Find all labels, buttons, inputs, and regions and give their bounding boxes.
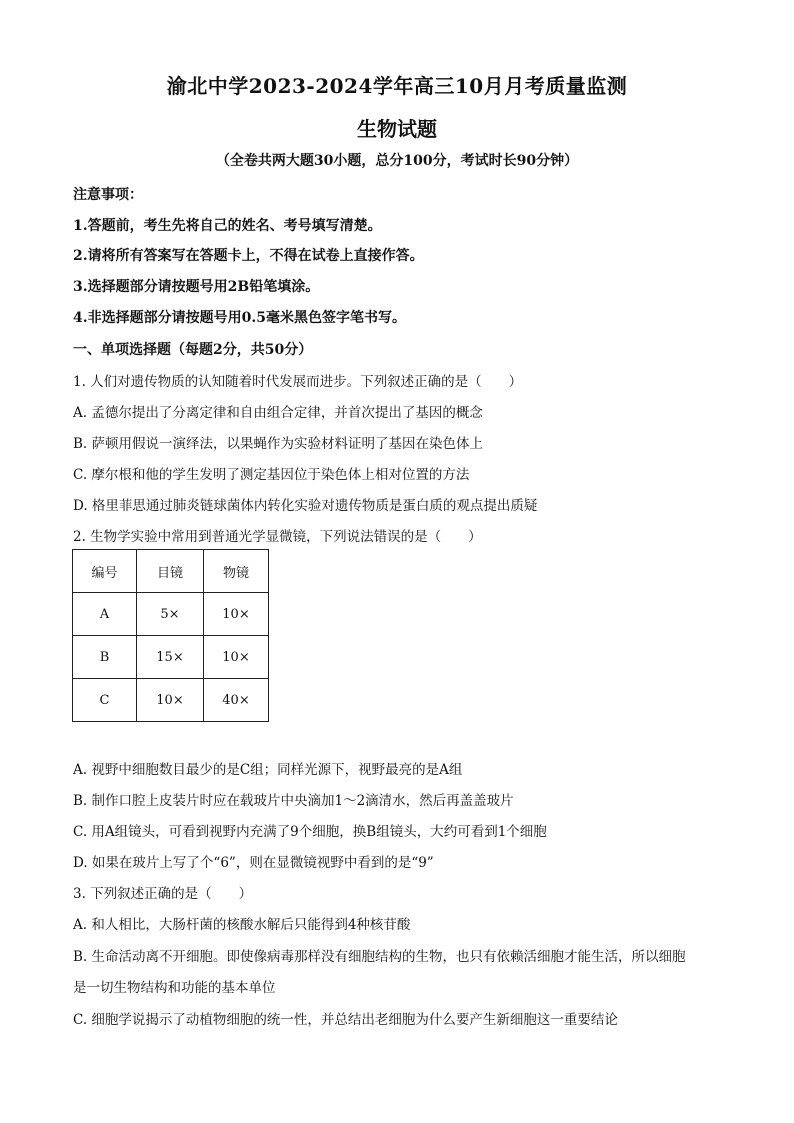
question-1-option-c: C. 摩尔根和他的学生发明了测定基因位于染色体上相对位置的方法 — [73, 467, 470, 483]
note-item: 3.选择题部分请按题号用2B铅笔填涂。 — [73, 279, 320, 295]
question-3-option-c: C. 细胞学说揭示了动植物细胞的统一性，并总结出老细胞为什么要产生新细胞这一重要结论 — [73, 1012, 618, 1028]
exam-title: 渝北中学2023-2024学年高三10月月考质量监测 — [166, 74, 628, 98]
table-cell: C — [73, 679, 137, 722]
table-cell: 5× — [137, 593, 204, 636]
table-header-cell: 编号 — [73, 550, 137, 593]
question-2-option-c: C. 用A组镜头，可看到视野内充满了9个细胞，换B组镜头，大约可看到1个细胞 — [73, 824, 547, 840]
lens-table — [72, 549, 269, 722]
question-3-option-b-cont: 是一切生物结构和功能的基本单位 — [73, 980, 276, 996]
exam-meta: （全卷共两大题30小题，总分100分，考试时长90分钟） — [215, 153, 579, 169]
table-header-cell: 物镜 — [204, 550, 269, 593]
section-heading: 一、单项选择题（每题2分，共50分） — [73, 342, 313, 358]
question-2-option-d: D. 如果在玻片上写了个“6”，则在显微镜视野中看到的是“9” — [73, 855, 434, 871]
table-row — [73, 636, 269, 679]
table-header-row — [73, 550, 269, 593]
table-cell: B — [73, 636, 137, 679]
question-3-stem: 3. 下列叙述正确的是（ ） — [73, 886, 253, 902]
subject-title: 生物试题 — [357, 117, 437, 141]
table-cell: 15× — [137, 636, 204, 679]
question-1-option-b: B. 萨顿用假说一演绎法，以果蝇作为实验材料证明了基因在染色体上 — [73, 436, 484, 452]
note-item: 4.非选择题部分请按题号用0.5毫米黑色签字笔书写。 — [73, 310, 406, 326]
question-1-stem: 1. 人们对遗传物质的认知随着时代发展而进步。下列叙述正确的是（ ） — [73, 374, 523, 390]
question-1-option-a: A. 孟德尔提出了分离定律和自由组合定律，并首次提出了基因的概念 — [73, 405, 483, 421]
table-header-cell: 目镜 — [137, 550, 204, 593]
table-row — [73, 593, 269, 636]
table-cell: 10× — [204, 593, 269, 636]
note-item: 2.请将所有答案写在答题卡上，不得在试卷上直接作答。 — [73, 248, 424, 264]
table-cell: A — [73, 593, 137, 636]
table-cell: 40× — [204, 679, 269, 722]
question-2-option-b: B. 制作口腔上皮装片时应在载玻片中央滴加1～2滴清水，然后再盖盖玻片 — [73, 793, 514, 809]
question-1-option-d: D. 格里菲思通过肺炎链球菌体内转化实验对遗传物质是蛋白质的观点提出质疑 — [73, 498, 538, 514]
table-row — [73, 679, 269, 722]
question-3-option-a: A. 和人相比，大肠杆菌的核酸水解后只能得到4种核苷酸 — [73, 917, 411, 933]
table-cell: 10× — [137, 679, 204, 722]
question-2-stem: 2. 生物学实验中常用到普通光学显微镜，下列说法错误的是（ ） — [73, 529, 482, 545]
notes-heading: 注意事项： — [73, 187, 143, 203]
note-item: 1.答题前，考生先将自己的姓名、考号填写清楚。 — [73, 218, 382, 234]
question-2-option-a: A. 视野中细胞数目最少的是C组；同样光源下，视野最亮的是A组 — [73, 762, 463, 778]
table-cell: 10× — [204, 636, 269, 679]
question-3-option-b: B. 生命活动离不开细胞。即使像病毒那样没有细胞结构的生物，也只有依赖活细胞才能生活，所以细胞 — [73, 949, 686, 965]
